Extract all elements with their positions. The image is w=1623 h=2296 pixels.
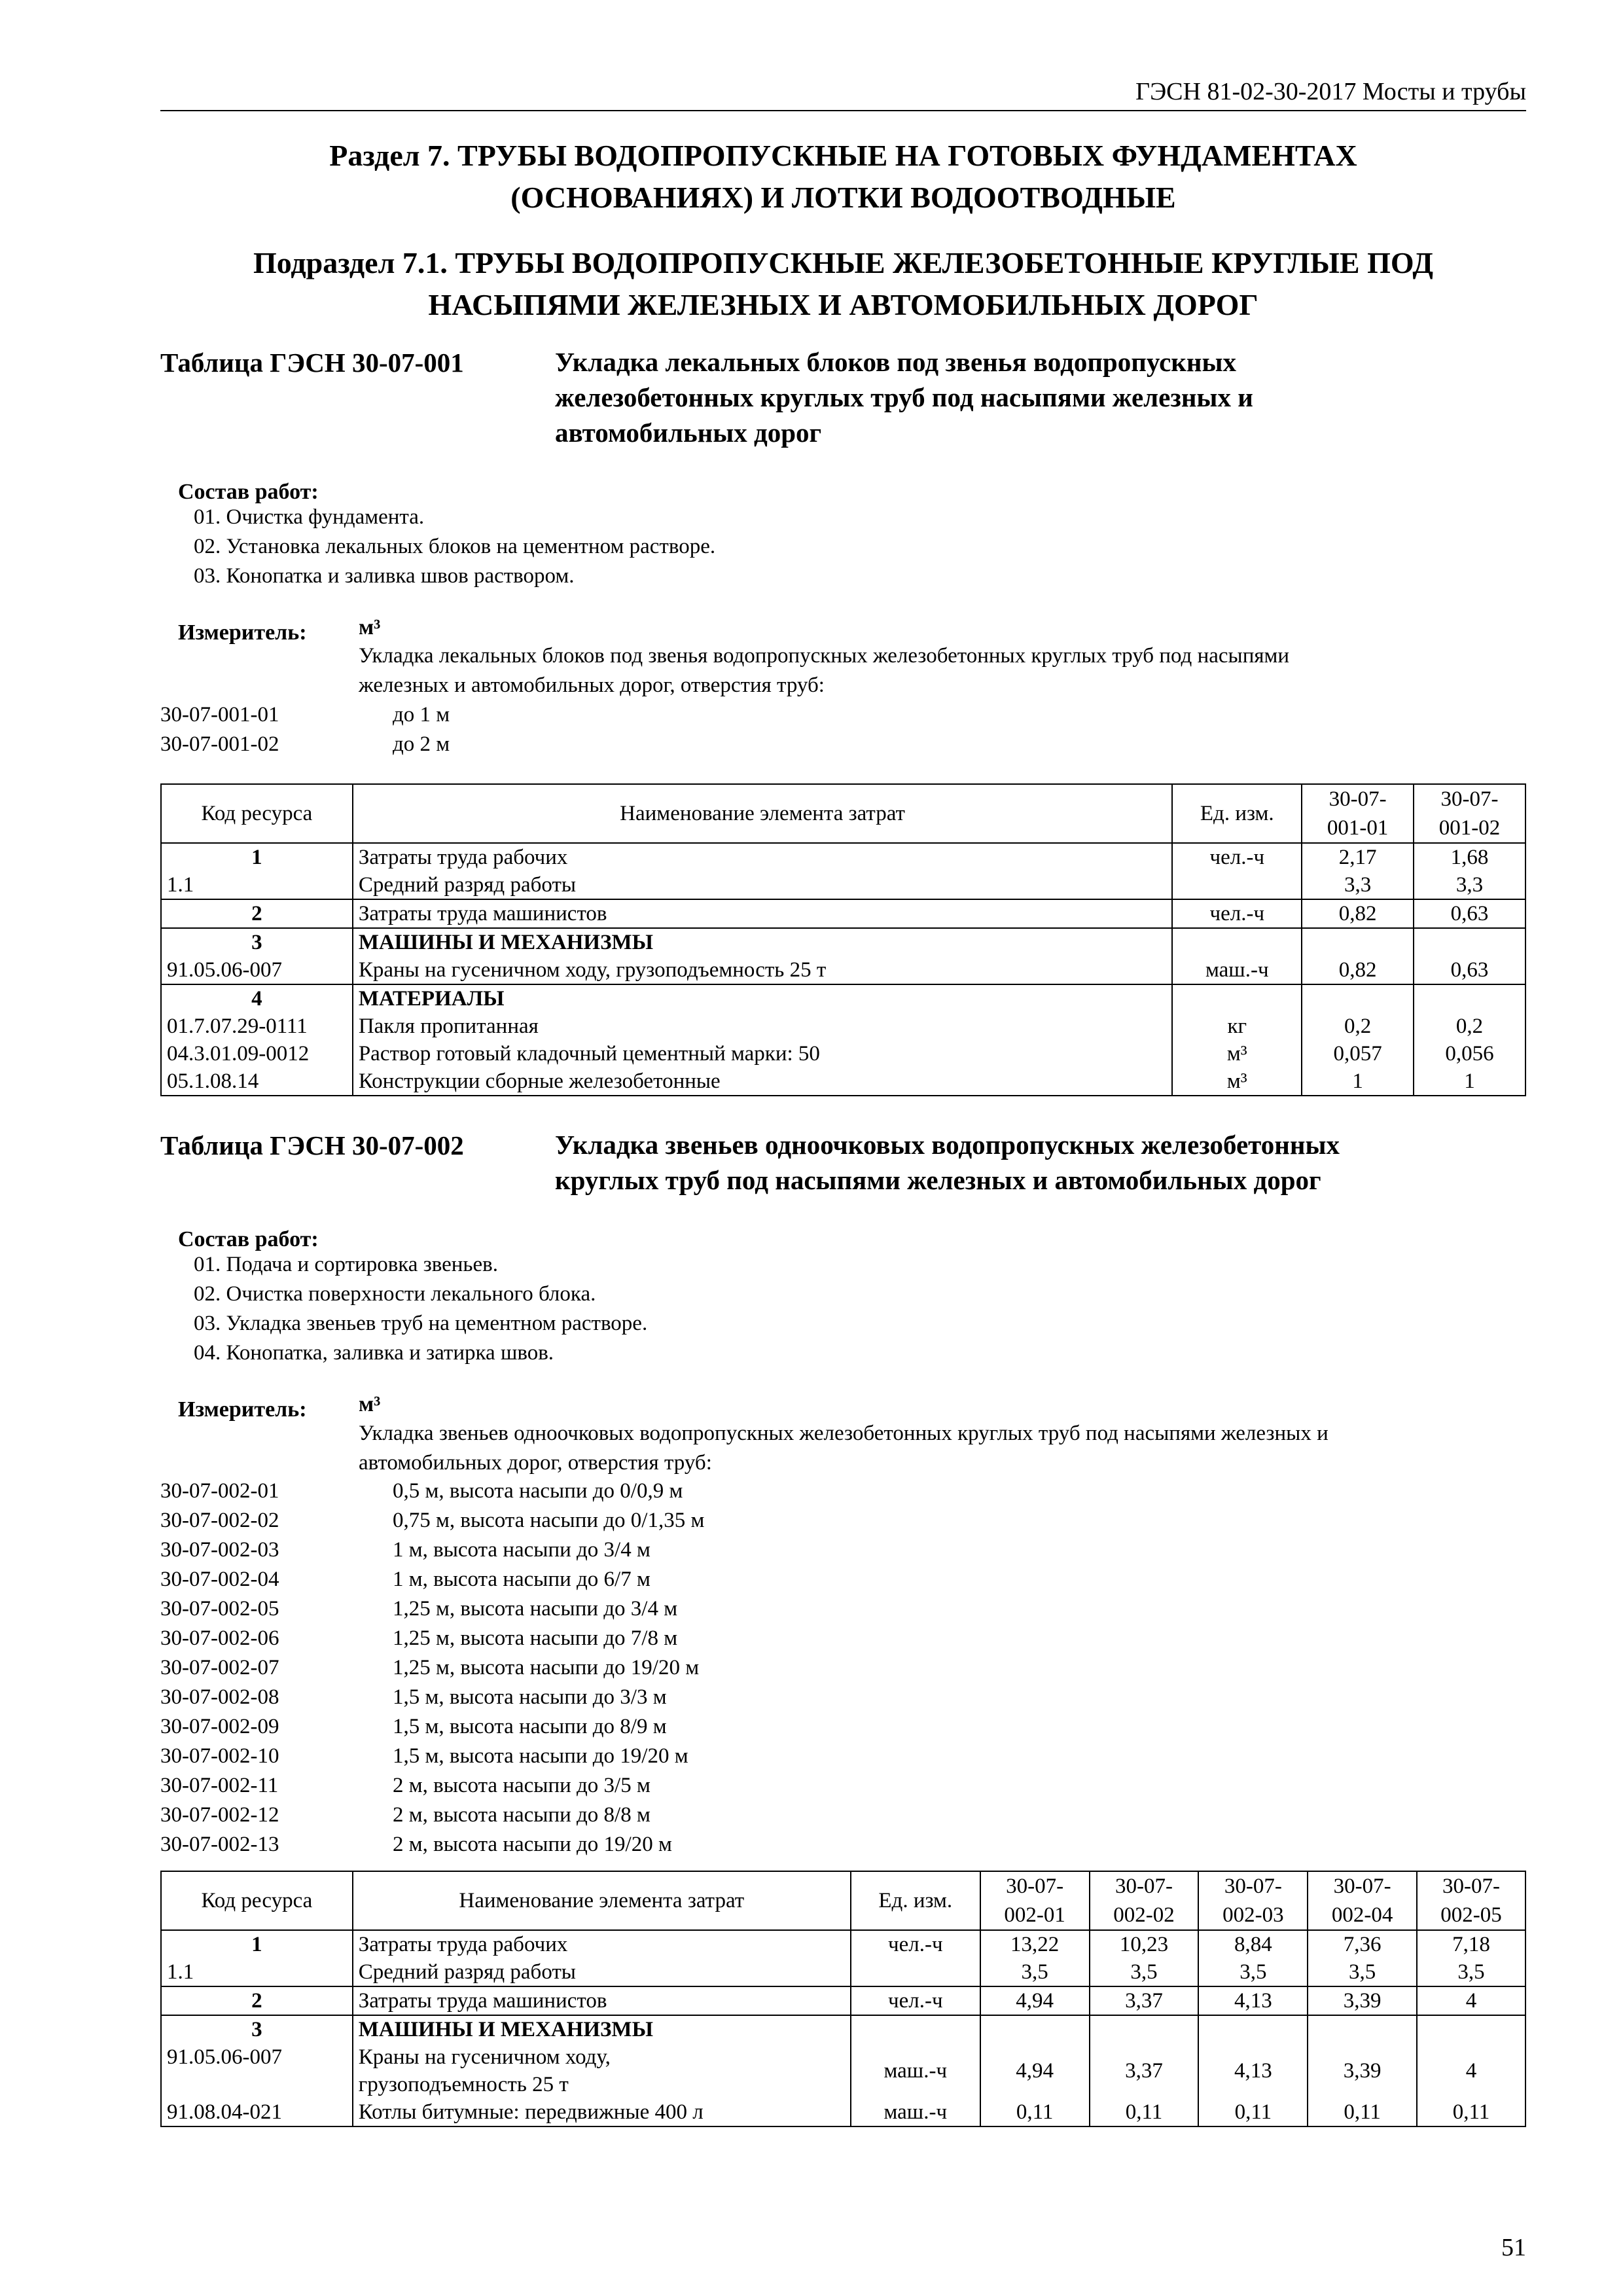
header-norm-code: 30-07- 002-05 — [1417, 1871, 1525, 1930]
meter-desc-line: автомобильных дорог, отверстия труб: — [359, 1451, 712, 1475]
header-norm-code: 30-07- 001-02 — [1414, 784, 1525, 843]
header-cost-name: Наименование элемента затрат — [353, 784, 1173, 843]
resource-code-cell: 91.08.04-021 — [161, 2098, 353, 2126]
table1-code: Таблица ГЭСН 30-07-001 — [160, 348, 464, 378]
variant-text: 2 м, высота насыпи до 3/5 м — [393, 1774, 651, 1797]
value-cell: 3,5 — [1090, 1958, 1199, 1986]
table-header-row — [161, 1871, 1525, 1930]
table1-works — [194, 503, 715, 591]
meter-desc-line: Укладка лекальных блоков под звенья водопропускных железобетонных круглых труб под насыпями — [359, 644, 1290, 668]
value-cell — [1198, 2015, 1308, 2043]
section-title-line2: (ОСНОВАНИЯХ) И ЛОТКИ ВОДООТВОДНЫЕ — [510, 181, 1176, 214]
resource-code-cell: 91.05.06-007 — [161, 956, 353, 984]
cost-name-cell: Средний разряд работы — [353, 871, 1173, 899]
value-cell: 4,94 — [980, 2043, 1090, 2098]
table1-title-line: автомобильных дорог — [555, 418, 822, 448]
resource-code-cell: 1 — [161, 843, 353, 871]
cost-name-cell: Затраты труда рабочих — [353, 1930, 851, 1958]
variant-text: 2 м, высота насыпи до 8/8 м — [393, 1803, 651, 1827]
meter-desc-line: железных и автомобильных дорог, отверстия труб: — [359, 673, 825, 697]
value-cell: 10,23 — [1090, 1930, 1199, 1958]
variant-code: 30-07-002-05 — [160, 1597, 279, 1621]
cost-name-cell: Конструкции сборные железобетонные — [353, 1067, 1173, 1096]
variant-code: 30-07-002-06 — [160, 1626, 279, 1650]
cost-name-cell: Пакля пропитанная — [353, 1013, 1173, 1040]
variant-row — [160, 1535, 704, 1565]
value-cell: 0,11 — [1308, 2098, 1417, 2126]
variant-text: 1,25 м, высота насыпи до 19/20 м — [393, 1656, 700, 1679]
unit-cell — [1172, 871, 1302, 899]
variant-row — [160, 1477, 704, 1506]
table2-title-line: Укладка звеньев одноочковых водопропускных железобетонных — [555, 1130, 1340, 1160]
value-cell: 0,11 — [1198, 2098, 1308, 2126]
unit-cell — [1172, 928, 1302, 956]
variant-row — [160, 1506, 704, 1535]
work-item: 04. Конопатка, заливка и затирка швов. — [194, 1341, 554, 1365]
value-cell — [1090, 2015, 1199, 2043]
work-item: 01. Подача и сортировка звеньев. — [194, 1253, 498, 1276]
table1-title — [555, 344, 1253, 450]
page-number: 51 — [1501, 2234, 1526, 2261]
running-header: ГЭСН 81-02-30-2017 Мосты и трубы — [1135, 78, 1526, 105]
table-row — [161, 1930, 1525, 1958]
value-cell: 3,5 — [1308, 1958, 1417, 1986]
value-cell: 13,22 — [980, 1930, 1090, 1958]
variant-code: 30-07-002-09 — [160, 1715, 279, 1738]
cost-name-cell: Краны на гусеничном ходу, грузоподъемность 25 т — [353, 2043, 851, 2098]
value-cell: 1 — [1414, 1067, 1525, 1096]
cost-name-cell: Средний разряд работы — [353, 1958, 851, 1986]
variant-code: 30-07-001-01 — [160, 703, 279, 726]
resource-code-cell: 1.1 — [161, 1958, 353, 1986]
value-cell: 4 — [1417, 2043, 1525, 2098]
variant-text: 1,5 м, высота насыпи до 8/9 м — [393, 1715, 667, 1738]
header-cost-name: Наименование элемента затрат — [353, 1871, 851, 1930]
resource-code-cell: 2 — [161, 899, 353, 928]
value-cell: 4,13 — [1198, 1986, 1308, 2015]
table1-title-line: Укладка лекальных блоков под звенья водопропускных — [555, 347, 1237, 377]
variant-row — [160, 1653, 704, 1683]
unit-cell: маш.-ч — [851, 2043, 980, 2098]
value-cell: 0,82 — [1302, 899, 1414, 928]
variant-text: до 2 м — [393, 732, 450, 756]
table-row — [161, 928, 1525, 956]
table1-meter-desc — [359, 641, 1289, 700]
value-cell: 4,94 — [980, 1986, 1090, 2015]
unit-cell: маш.-ч — [851, 2098, 980, 2126]
value-cell: 3,39 — [1308, 1986, 1417, 2015]
cost-name-cell: МАТЕРИАЛЫ — [353, 984, 1173, 1013]
variant-row — [160, 730, 450, 759]
unit-cell: чел.-ч — [1172, 899, 1302, 928]
variant-row — [160, 1565, 704, 1594]
variant-row — [160, 1624, 704, 1653]
table-row — [161, 984, 1525, 1013]
cost-name-cell: Краны на гусеничном ходу, грузоподъемность 25 т — [353, 956, 1173, 984]
value-cell: 0,057 — [1302, 1040, 1414, 1067]
variant-row — [160, 1742, 704, 1771]
table-row — [161, 1040, 1525, 1067]
header-unit: Ед. изм. — [851, 1871, 980, 1930]
value-cell: 3,5 — [980, 1958, 1090, 1986]
work-item: 01. Очистка фундамента. — [194, 505, 425, 529]
cost-name-cell: Раствор готовый кладочный цементный марки: 50 — [353, 1040, 1173, 1067]
table-row — [161, 2098, 1525, 2126]
resource-code-cell: 1.1 — [161, 871, 353, 899]
value-cell: 4 — [1417, 1986, 1525, 2015]
value-cell — [1308, 2015, 1417, 2043]
subsection-title — [160, 242, 1526, 326]
variant-text: 1 м, высота насыпи до 6/7 м — [393, 1568, 651, 1591]
value-cell: 0,056 — [1414, 1040, 1525, 1067]
variant-code: 30-07-002-07 — [160, 1656, 279, 1679]
value-cell: 3,37 — [1090, 1986, 1199, 2015]
table-row — [161, 871, 1525, 899]
resource-code-cell: 1 — [161, 1930, 353, 1958]
variant-code: 30-07-002-01 — [160, 1479, 279, 1503]
variant-row — [160, 1830, 704, 1859]
table2-meter-unit: м³ — [359, 1392, 381, 1416]
value-cell: 0,11 — [980, 2098, 1090, 2126]
table1-variants — [160, 700, 450, 759]
value-cell: 7,36 — [1308, 1930, 1417, 1958]
value-cell: 3,5 — [1417, 1958, 1525, 1986]
variant-code: 30-07-002-11 — [160, 1774, 279, 1797]
header-norm-code: 30-07- 002-01 — [980, 1871, 1090, 1930]
variant-row — [160, 700, 450, 730]
table-row — [161, 956, 1525, 984]
meter-desc-line: Укладка звеньев одноочковых водопропускных железобетонных круглых труб под насыпями железных и — [359, 1422, 1329, 1445]
header-norm-code: 30-07- 001-01 — [1302, 784, 1414, 843]
cost-name-cell: Затраты труда машинистов — [353, 899, 1173, 928]
cost-name-cell: МАШИНЫ И МЕХАНИЗМЫ — [353, 2015, 851, 2043]
variant-text: 2 м, высота насыпи до 19/20 м — [393, 1833, 672, 1856]
value-cell: 0,2 — [1302, 1013, 1414, 1040]
resource-code-cell: 3 — [161, 928, 353, 956]
variant-code: 30-07-002-10 — [160, 1744, 279, 1768]
unit-cell: чел.-ч — [851, 1986, 980, 2015]
value-cell: 0,82 — [1302, 956, 1414, 984]
value-cell: 3,3 — [1414, 871, 1525, 899]
work-item: 02. Очистка поверхности лекального блока. — [194, 1282, 596, 1306]
variant-text: 1,5 м, высота насыпи до 19/20 м — [393, 1744, 688, 1768]
section-title — [160, 135, 1526, 219]
table1-meter-unit: м³ — [359, 615, 381, 639]
table2-meter-label: Измеритель: — [178, 1397, 307, 1422]
resource-code-cell: 05.1.08.14 — [161, 1067, 353, 1096]
cost-name-cell: Затраты труда рабочих — [353, 843, 1173, 871]
variant-row — [160, 1771, 704, 1801]
subsection-title-line1: Подраздел 7.1. ТРУБЫ ВОДОПРОПУСКНЫЕ ЖЕЛЕЗОБЕТОННЫЕ КРУГЛЫЕ ПОД — [253, 246, 1434, 279]
value-cell: 1,68 — [1414, 843, 1525, 871]
table2-meter-desc — [359, 1419, 1329, 1478]
work-item: 03. Укладка звеньев труб на цементном растворе. — [194, 1312, 648, 1335]
unit-cell: чел.-ч — [1172, 843, 1302, 871]
table2-code: Таблица ГЭСН 30-07-002 — [160, 1130, 464, 1160]
header-norm-code: 30-07- 002-02 — [1090, 1871, 1199, 1930]
variant-text: 1,25 м, высота насыпи до 3/4 м — [393, 1597, 678, 1621]
table-row — [161, 1067, 1525, 1096]
unit-cell — [851, 1958, 980, 1986]
unit-cell: кг — [1172, 1013, 1302, 1040]
table-row — [161, 1013, 1525, 1040]
header-resource-code: Код ресурса — [161, 784, 353, 843]
variant-row — [160, 1683, 704, 1712]
value-cell: 0,2 — [1414, 1013, 1525, 1040]
resource-code-cell: 4 — [161, 984, 353, 1013]
value-cell: 7,18 — [1417, 1930, 1525, 1958]
table1-title-line: железобетонных круглых труб под насыпями железных и — [555, 382, 1253, 412]
unit-cell: м³ — [1172, 1040, 1302, 1067]
value-cell — [1414, 928, 1525, 956]
value-cell: 3,5 — [1198, 1958, 1308, 1986]
value-cell: 8,84 — [1198, 1930, 1308, 1958]
table-row — [161, 2043, 1525, 2098]
variant-code: 30-07-001-02 — [160, 732, 279, 756]
value-cell — [1417, 2015, 1525, 2043]
value-cell: 3,3 — [1302, 871, 1414, 899]
variant-row — [160, 1594, 704, 1624]
table2-variants — [160, 1477, 704, 1859]
variant-text: 0,75 м, высота насыпи до 0/1,35 м — [393, 1509, 705, 1532]
header-norm-code: 30-07- 002-04 — [1308, 1871, 1417, 1930]
table1-meter-label: Измеритель: — [178, 620, 307, 645]
value-cell: 1 — [1302, 1067, 1414, 1096]
cost-name-cell: Котлы битумные: передвижные 400 л — [353, 2098, 851, 2126]
table-row — [161, 899, 1525, 928]
variant-text: 0,5 м, высота насыпи до 0/0,9 м — [393, 1479, 683, 1503]
value-cell — [1414, 984, 1525, 1013]
resource-table-2 — [160, 1871, 1526, 2127]
value-cell: 0,11 — [1417, 2098, 1525, 2126]
unit-cell — [1172, 984, 1302, 1013]
header-unit: Ед. изм. — [1172, 784, 1302, 843]
table-row — [161, 1986, 1525, 2015]
value-cell: 3,39 — [1308, 2043, 1417, 2098]
value-cell: 0,63 — [1414, 899, 1525, 928]
value-cell — [1302, 928, 1414, 956]
table-header-row — [161, 784, 1525, 843]
unit-cell: чел.-ч — [851, 1930, 980, 1958]
variant-text: 1,25 м, высота насыпи до 7/8 м — [393, 1626, 678, 1650]
resource-code-cell: 01.7.07.29-0111 — [161, 1013, 353, 1040]
unit-cell: м³ — [1172, 1067, 1302, 1096]
table1-work-label: Состав работ: — [178, 480, 319, 504]
value-cell — [1302, 984, 1414, 1013]
header-resource-code: Код ресурса — [161, 1871, 353, 1930]
table2-title-line: круглых труб под насыпями железных и автомобильных дорог — [555, 1165, 1321, 1195]
value-cell — [980, 2015, 1090, 2043]
cost-name-cell: МАШИНЫ И МЕХАНИЗМЫ — [353, 928, 1173, 956]
value-cell: 4,13 — [1198, 2043, 1308, 2098]
table2-works — [194, 1250, 647, 1368]
header-norm-code: 30-07- 002-03 — [1198, 1871, 1308, 1930]
variant-code: 30-07-002-12 — [160, 1803, 279, 1827]
table-row — [161, 1958, 1525, 1986]
section-title-line1: Раздел 7. ТРУБЫ ВОДОПРОПУСКНЫЕ НА ГОТОВЫХ ФУНДАМЕНТАХ — [329, 139, 1357, 172]
variant-code: 30-07-002-04 — [160, 1568, 279, 1591]
unit-cell: маш.-ч — [1172, 956, 1302, 984]
variant-code: 30-07-002-08 — [160, 1685, 279, 1709]
table2-title — [555, 1127, 1340, 1198]
header-rule — [160, 110, 1526, 111]
variant-text: 1 м, высота насыпи до 3/4 м — [393, 1538, 651, 1562]
unit-cell — [851, 2015, 980, 2043]
work-item: 02. Установка лекальных блоков на цементном растворе. — [194, 535, 716, 558]
table-row — [161, 2015, 1525, 2043]
subsection-title-line2: НАСЫПЯМИ ЖЕЛЕЗНЫХ И АВТОМОБИЛЬНЫХ ДОРОГ — [428, 288, 1258, 321]
work-item: 03. Конопатка и заливка швов раствором. — [194, 564, 575, 588]
variant-code: 30-07-002-03 — [160, 1538, 279, 1562]
resource-code-cell: 3 — [161, 2015, 353, 2043]
resource-code-cell: 91.05.06-007 — [161, 2043, 353, 2098]
value-cell: 0,11 — [1090, 2098, 1199, 2126]
variant-code: 30-07-002-13 — [160, 1833, 279, 1856]
resource-table-1 — [160, 783, 1526, 1096]
variant-row — [160, 1801, 704, 1830]
table-row — [161, 843, 1525, 871]
value-cell: 3,37 — [1090, 2043, 1199, 2098]
variant-text: 1,5 м, высота насыпи до 3/3 м — [393, 1685, 667, 1709]
variant-row — [160, 1712, 704, 1742]
value-cell: 0,63 — [1414, 956, 1525, 984]
variant-code: 30-07-002-02 — [160, 1509, 279, 1532]
table2-work-label: Состав работ: — [178, 1227, 319, 1251]
resource-code-cell: 04.3.01.09-0012 — [161, 1040, 353, 1067]
resource-code-cell: 2 — [161, 1986, 353, 2015]
cost-name-cell: Затраты труда машинистов — [353, 1986, 851, 2015]
variant-text: до 1 м — [393, 703, 450, 726]
value-cell: 2,17 — [1302, 843, 1414, 871]
